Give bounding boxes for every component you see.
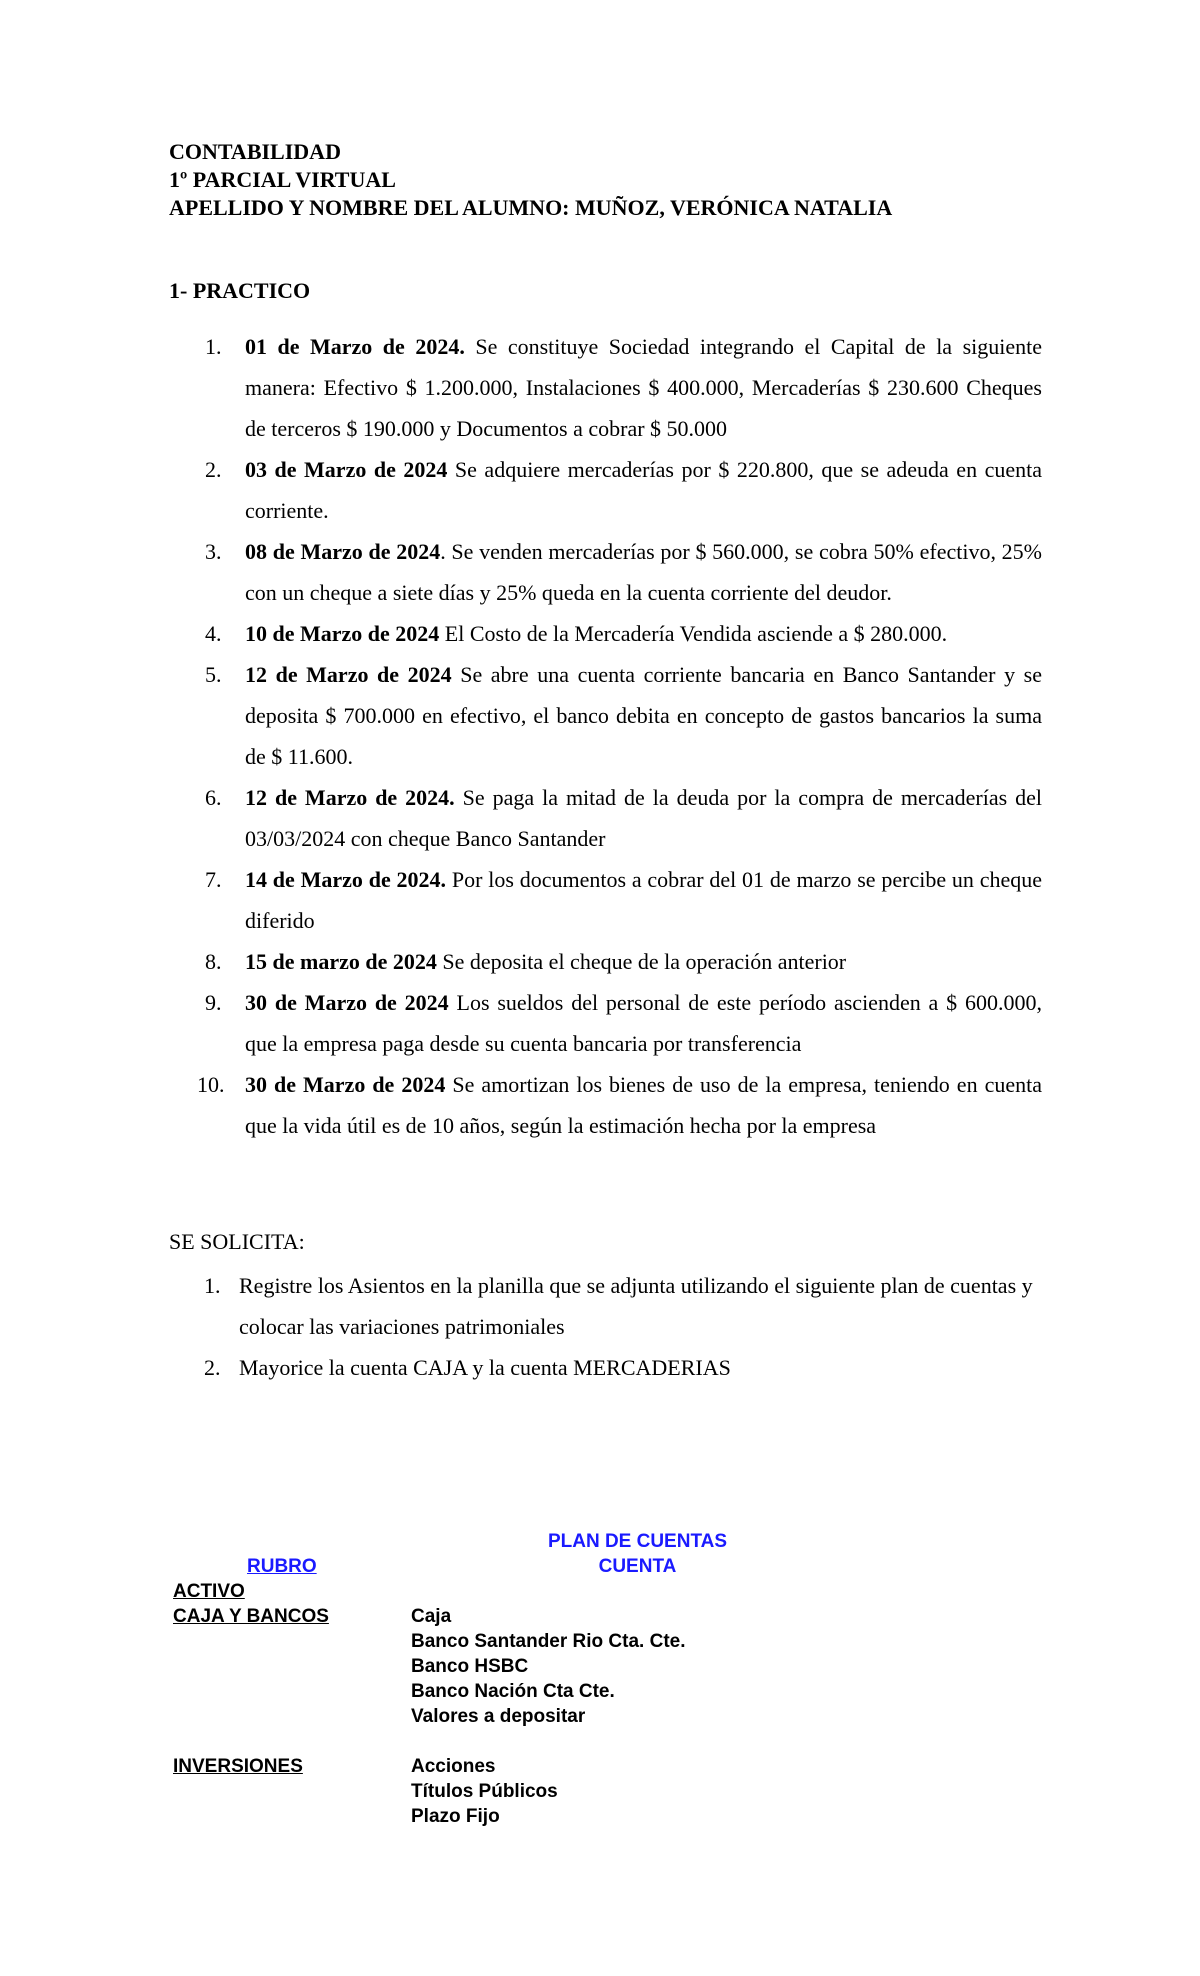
account-item: Banco Santander Rio Cta. Cte. xyxy=(411,1631,686,1652)
subject-title: CONTABILIDAD xyxy=(169,139,341,164)
list-item xyxy=(169,777,1042,859)
item-text: El Costo de la Mercadería Vendida asciende a $ 280.000. xyxy=(439,621,948,646)
account-item: Plazo Fijo xyxy=(411,1806,500,1827)
plan-title: PLAN DE CUENTAS xyxy=(547,1531,728,1552)
rubro-inversiones: INVERSIONES xyxy=(173,1756,303,1777)
item-number: 2. xyxy=(205,457,222,482)
inversiones-accounts xyxy=(411,1754,558,1829)
item-number: 4. xyxy=(205,621,222,646)
solicita-list xyxy=(169,1265,1042,1388)
item-text: Los sueldos del personal de este período ascienden a $ 600.000, que la empresa paga desde su cuenta bancaria por transferencia xyxy=(245,990,1043,1056)
item-date: 14 de Marzo de 2024. xyxy=(245,867,447,892)
item-number: 1. xyxy=(204,1273,221,1298)
item-number: 7. xyxy=(205,867,222,892)
student-name-line: APELLIDO Y NOMBRE DEL ALUMNO: MUÑOZ, VERÓNICA NATALIA xyxy=(169,195,893,220)
account-item: Títulos Públicos xyxy=(411,1781,558,1802)
list-item xyxy=(169,1347,1042,1388)
item-number: 3. xyxy=(205,539,222,564)
account-item: Acciones xyxy=(411,1756,496,1777)
item-date: 30 de Marzo de 2024 xyxy=(245,1072,446,1097)
item-number: 9. xyxy=(205,990,222,1015)
item-date: 10 de Marzo de 2024 xyxy=(245,621,440,646)
document-header xyxy=(169,138,1069,222)
list-item xyxy=(169,449,1042,531)
item-text: Por los documentos a cobrar del 01 de marzo se percibe un cheque diferido xyxy=(245,867,1042,933)
rubro-header: RUBRO xyxy=(247,1556,317,1577)
item-number: 10. xyxy=(197,1072,225,1097)
rubro-caja-y-bancos: CAJA Y BANCOS xyxy=(173,1606,329,1627)
account-item: Banco Nación Cta Cte. xyxy=(411,1681,615,1702)
item-text: Se constituye Sociedad integrando el Capital de la siguiente manera: Efectivo $ 1.200.000, Instalaciones $ 400.000, Mercaderías $ 230.600 Cheques de terceros $ 190.000 y Documentos a cobrar $ 50.000 xyxy=(245,334,1043,441)
item-text: Se abre una cuenta corriente bancaria en Banco Santander y se deposita $ 700.000 en efectivo, el banco debita en concepto de gastos bancarios la suma de $ 11.600. xyxy=(245,662,1042,769)
item-date: 08 de Marzo de 2024 xyxy=(245,539,441,564)
list-item xyxy=(169,326,1042,449)
list-item xyxy=(169,1064,1042,1146)
item-text: Registre los Asientos en la planilla que se adjunta utilizando el siguiente plan de cuentas y colocar las variaciones patrimoniales xyxy=(239,1273,1033,1339)
cuenta-header: CUENTA xyxy=(598,1556,677,1577)
item-date: 15 de marzo de 2024 xyxy=(245,949,437,974)
exam-title: 1º PARCIAL VIRTUAL xyxy=(169,167,396,192)
item-date: 12 de Marzo de 2024 xyxy=(245,662,452,687)
item-text: Se amortizan los bienes de uso de la empresa, teniendo en cuenta que la vida útil es de 10 años, según la estimación hecha por la empresa xyxy=(245,1072,1042,1138)
practico-title: 1- PRACTICO xyxy=(169,278,311,303)
list-item xyxy=(169,654,1042,777)
item-number: 5. xyxy=(205,662,222,687)
item-number: 1. xyxy=(205,334,222,359)
item-number: 8. xyxy=(205,949,222,974)
item-date: 03 de Marzo de 2024 xyxy=(245,457,448,482)
account-item: Banco HSBC xyxy=(411,1656,529,1677)
list-item xyxy=(169,982,1042,1064)
item-number: 2. xyxy=(204,1355,221,1380)
list-item xyxy=(169,859,1042,941)
item-text: . Se venden mercaderías por $ 560.000, se cobra 50% efectivo, 25% con un cheque a siete días y 25% queda en la cuenta corriente del deudor. xyxy=(245,539,1042,605)
caja-y-bancos-accounts xyxy=(411,1604,686,1729)
list-item xyxy=(169,941,1042,982)
item-text: Se adquiere mercaderías por $ 220.800, que se adeuda en cuenta corriente. xyxy=(245,457,1042,523)
account-item: Valores a depositar xyxy=(411,1706,586,1727)
account-item: Caja xyxy=(411,1606,452,1627)
activo-group-label: ACTIVO xyxy=(173,1581,245,1602)
item-date: 12 de Marzo de 2024. xyxy=(245,785,455,810)
item-date: 01 de Marzo de 2024. xyxy=(245,334,465,359)
item-text: Se deposita el cheque de la operación anterior xyxy=(436,949,847,974)
item-number: 6. xyxy=(205,785,222,810)
item-text: Mayorice la cuenta CAJA y la cuenta MERCADERIAS xyxy=(239,1355,731,1380)
list-item xyxy=(169,1265,1042,1347)
item-date: 30 de Marzo de 2024 xyxy=(245,990,449,1015)
practico-list xyxy=(169,326,1042,1146)
list-item xyxy=(169,531,1042,613)
item-text: Se paga la mitad de la deuda por la compra de mercaderías del 03/03/2024 con cheque Banco Santander xyxy=(245,785,1042,851)
solicita-title: SE SOLICITA: xyxy=(169,1229,305,1254)
list-item xyxy=(169,613,1042,654)
